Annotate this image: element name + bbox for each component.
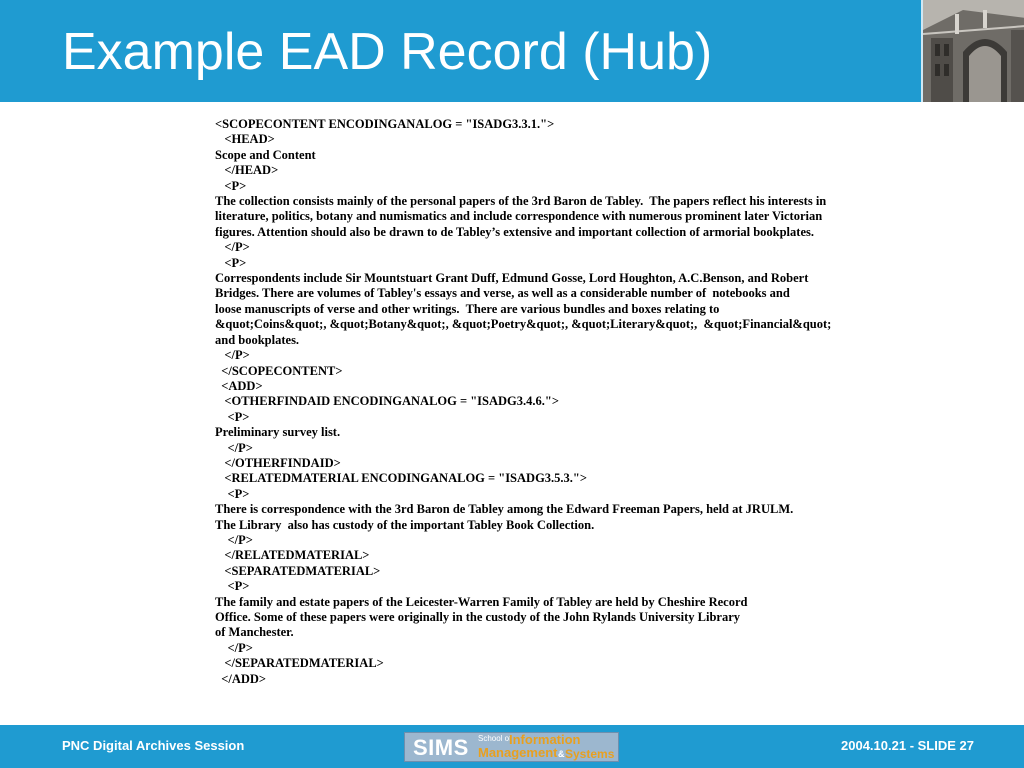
record-line: <SEPARATEDMATERIAL>	[215, 563, 381, 578]
logo-management-text: Management	[478, 745, 558, 760]
record-line: </SCOPECONTENT>	[215, 363, 343, 378]
building-photo	[921, 0, 1024, 102]
sims-logo	[404, 732, 619, 762]
record-line: Preliminary survey list.	[215, 425, 341, 440]
record-line: </P>	[215, 240, 250, 255]
record-line: Office. Some of these papers were originally in the custody of the John Rylands University Library	[215, 610, 740, 624]
record-line: <P>	[215, 486, 250, 501]
record-line: <P>	[215, 579, 250, 594]
record-line: The Library also has custody of the important Tabley Book Collection.	[215, 517, 595, 532]
record-line: <P>	[215, 178, 247, 193]
record-line: </P>	[215, 532, 253, 547]
footer-slide-number: 2004.10.21 - SLIDE 27	[841, 738, 974, 753]
record-line: <P>	[215, 409, 250, 424]
record-line: <HEAD>	[215, 132, 275, 147]
record-line: <OTHERFINDAID ENCODINGANALOG = "ISADG3.4.6.">	[215, 394, 559, 409]
record-line: and bookplates.	[215, 332, 300, 347]
record-line: The family and estate papers of the Leicester-Warren Family of Tabley are held by Cheshire Record	[215, 594, 748, 609]
record-line: <P>	[215, 255, 247, 270]
footer-session-title: PNC Digital Archives Session	[62, 738, 245, 753]
slide-title: Example EAD Record (Hub)	[62, 23, 713, 81]
record-line: Scope and Content	[215, 147, 316, 162]
record-line: The collection consists mainly of the personal papers of the 3rd Baron de Tabley. The papers reflect his interests in	[215, 194, 827, 209]
record-line: &quot;Coins&quot;, &quot;Botany&quot;, &quot;Poetry&quot;, &quot;Literary&quot;, &quot;Financial&quot;	[215, 317, 832, 332]
record-line: </P>	[215, 440, 253, 455]
logo-information-text: Information	[509, 732, 581, 747]
record-line: </P>	[215, 348, 250, 363]
record-line: figures. Attention should also be drawn to de Tabley’s extensive and important collection of armorial bookplates.	[215, 224, 814, 239]
record-line: </ADD>	[215, 671, 267, 686]
record-line: <RELATEDMATERIAL ENCODINGANALOG = "ISADG3.5.3.">	[215, 471, 587, 486]
record-line: There is correspondence with the 3rd Baron de Tabley among the Edward Freeman Papers, held at JRULM.	[215, 502, 794, 517]
record-line: <ADD>	[215, 378, 263, 393]
record-line: Correspondents include Sir Mountstuart Grant Duff, Edmund Gosse, Lord Houghton, A.C.Benson, and Robert	[215, 271, 809, 286]
ead-record-text	[215, 117, 1005, 687]
record-line: literature, politics, botany and numismatics and include correspondence with numerous prominent later Victorian	[215, 209, 823, 224]
record-line: loose manuscripts of verse and other writings. There are various bundles and boxes relating to	[215, 301, 720, 316]
record-line: </RELATEDMATERIAL>	[215, 548, 370, 563]
logo-systems-text: Systems	[565, 747, 615, 761]
logo-school-of-text: School of	[478, 734, 512, 743]
record-line: of Manchester.	[215, 625, 294, 640]
record-line: </HEAD>	[215, 163, 279, 178]
record-line: </SEPARATEDMATERIAL>	[215, 656, 384, 671]
record-line: </P>	[215, 640, 253, 655]
logo-ampersand-text: &	[558, 749, 565, 759]
record-line: <SCOPECONTENT ENCODINGANALOG = "ISADG3.3.1.">	[215, 117, 555, 131]
record-line: </OTHERFINDAID>	[215, 455, 341, 470]
logo-sims-text: SIMS	[413, 735, 469, 760]
record-line: Bridges. There are volumes of Tabley's essays and verse, as well as a considerable number of notebooks and	[215, 286, 790, 301]
